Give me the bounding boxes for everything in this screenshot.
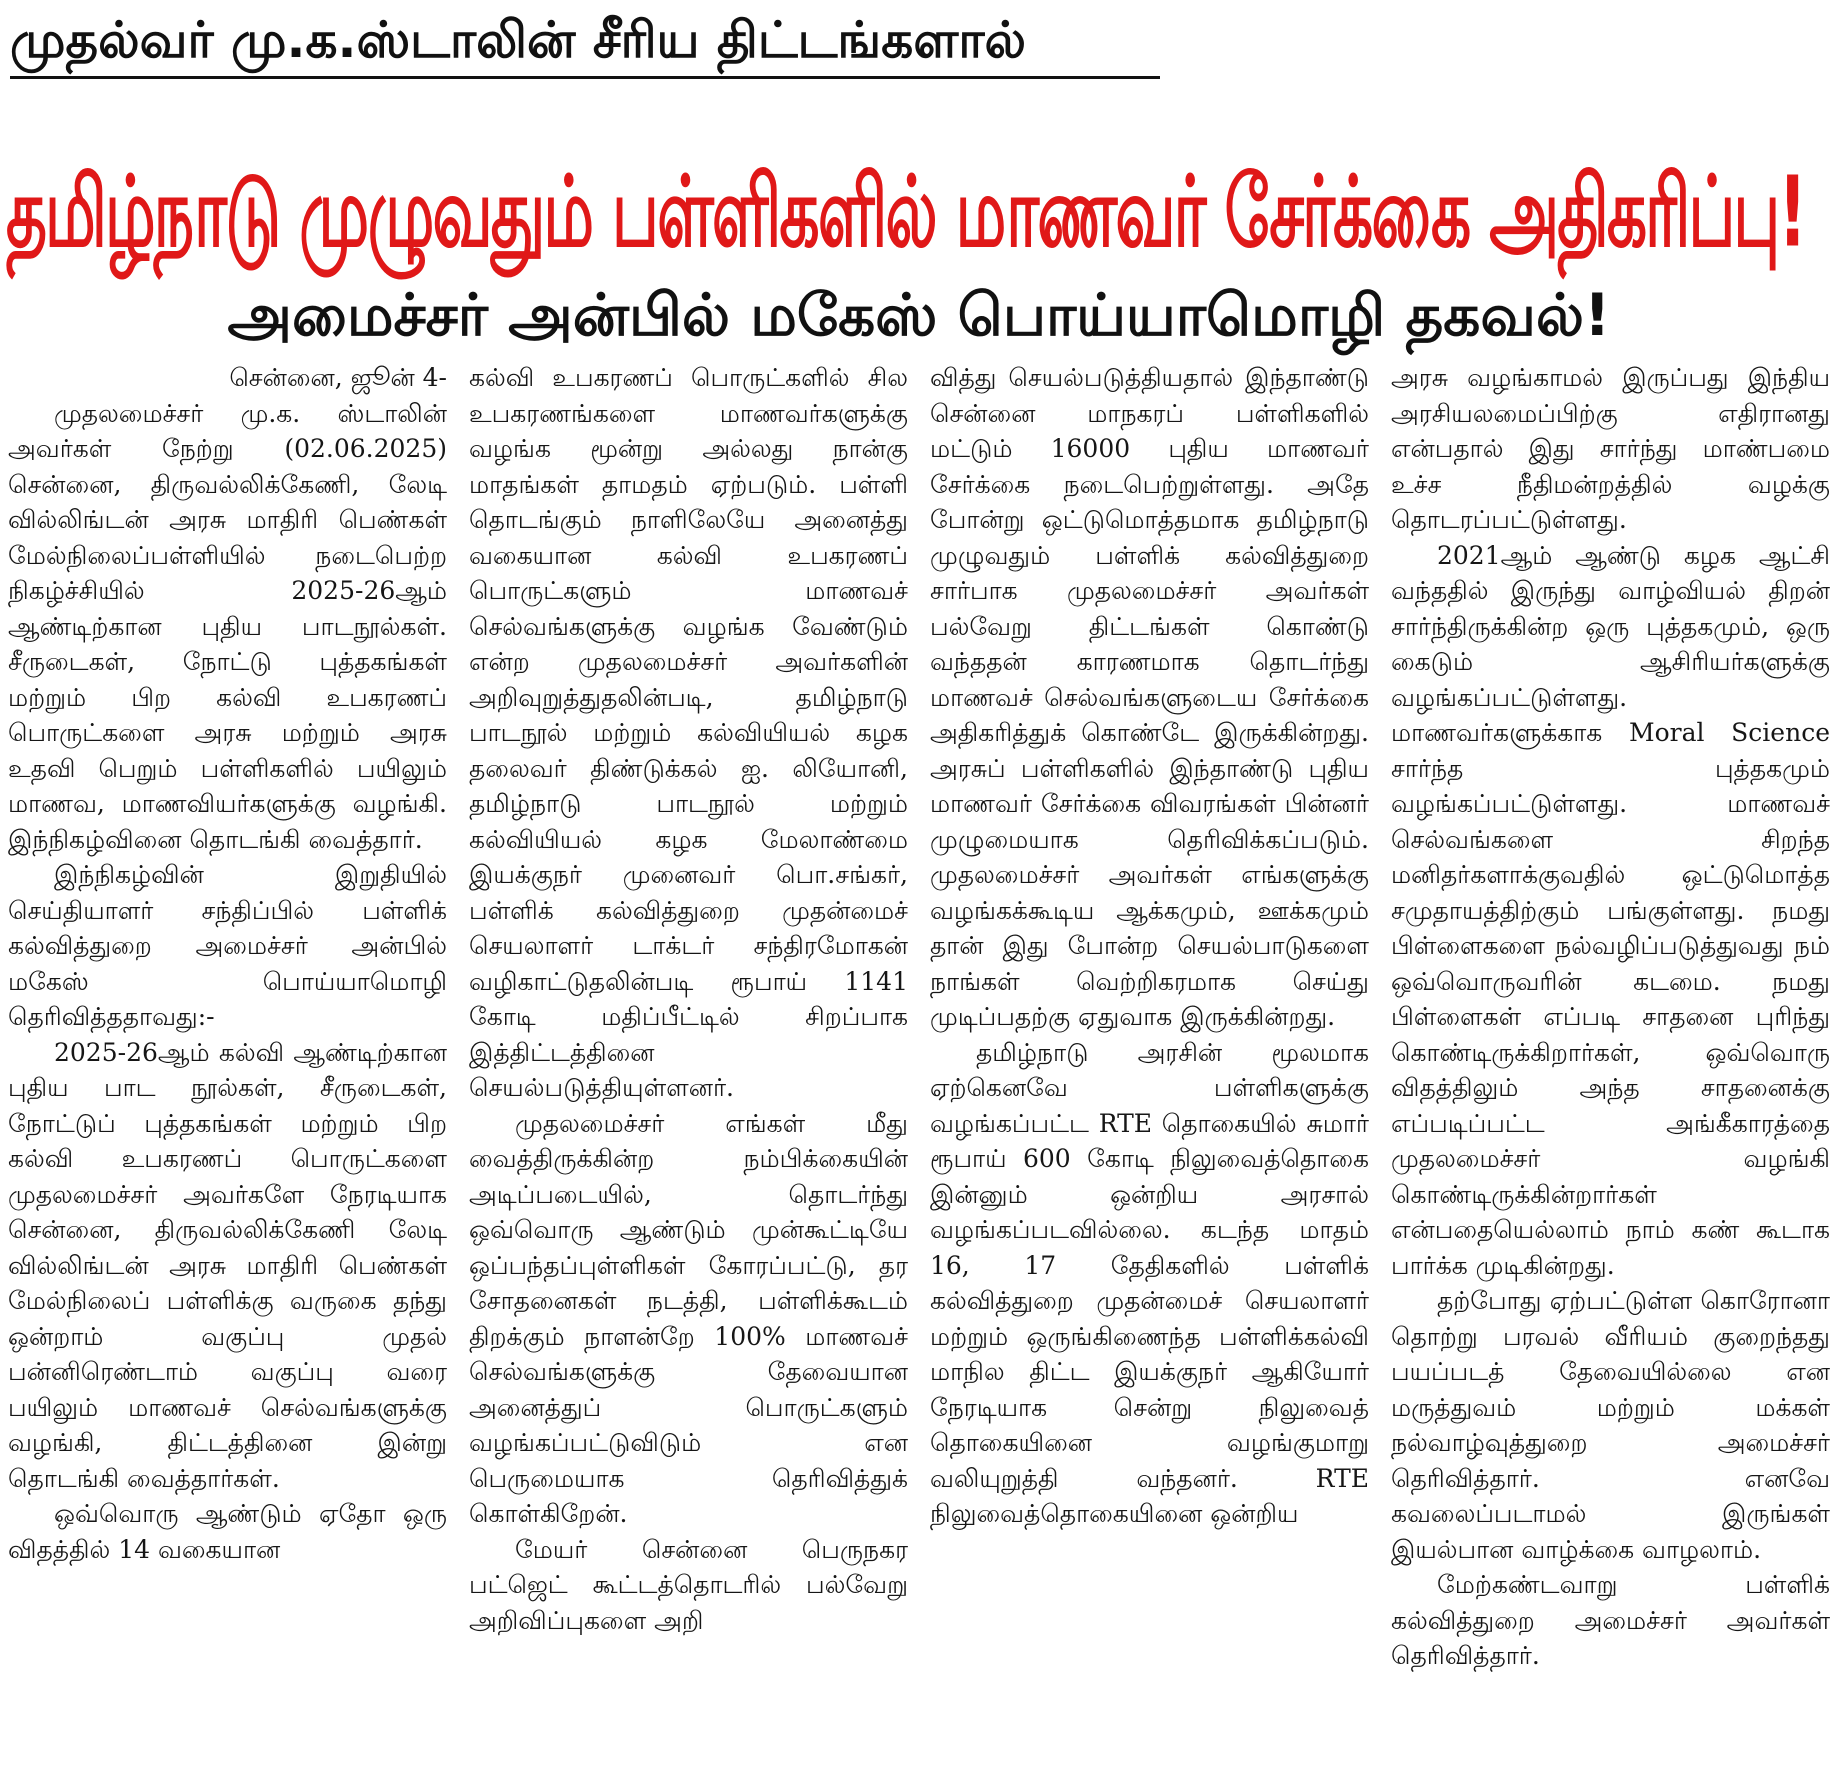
paragraph: இந்நிகழ்வின் இறுதியில் செய்தியாளர் சந்திப்பில் பள்ளிக் கல்வித்துறை அமைச்சர் அன்பில் மகேஸ் பொய்யாமொழி தெரிவித்ததாவது:- — [8, 860, 447, 1031]
paragraph: ஒவ்வொரு ஆண்டும் ஏதோ ஒரு விதத்தில் 14 வகையான — [8, 1499, 447, 1564]
kicker-headline: முதல்வர் மு.க.ஸ்டாலின் சீரிய திட்டங்களால் — [10, 10, 1160, 79]
paragraph: கல்வி உபகரணப் பொருட்களில் சில உபகரணங்களை மாணவர்களுக்கு வழங்க மூன்று அல்லது நான்கு மாதங்கள் தாமதம் ஏற்படும். பள்ளி தொடங்கும் நாளிலேயே அனைத்து வகையான கல்வி உபகரணப் பொருட்களும் மாணவச் செல்வங்களுக்கு வழங்க வேண்டும் என்ற முதலமைச்சர் அவர்களின் அறிவுறுத்துதலின்படி, தமிழ்நாடு பாடநூல் மற்றும் கல்வியியல் கழக தலைவர் திண்டுக்கல் ஐ. லியோனி, தமிழ்நாடு பாடநூல் மற்றும் கல்வியியல் கழக மேலாண்மை இயக்குநர் முனைவர் பொ.சங்கர், பள்ளிக் கல்வித்துறை முதன்மைச் செயலாளர் டாக்டர் சந்திரமோகன் வழிகாட்டுதலின்படி ரூபாய் 1141 கோடி மதிப்பீட்டில் சிறப்பாக இத்திட்டத்தினை செயல்படுத்தியுள்ளனர். — [469, 363, 908, 1102]
paragraph: 2025-26ஆம் கல்வி ஆண்டிற்கான புதிய பாட நூல்கள், சீருடைகள், நோட்டுப் புத்தகங்கள் மற்றும் பிற கல்வி உபகரணப் பொருட்களை முதலமைச்சர் அவர்களே நேரடியாக சென்னை, திருவல்லிக்கேணி லேடி வில்லிங்டன் அரசு மாதிரி பெண்கள் மேல்நிலைப் பள்ளிக்கு வருகை தந்து ஒன்றாம் வகுப்பு முதல் பன்னிரெண்டாம் வகுப்பு வரை பயிலும் மாணவச் செல்வங்களுக்கு வழங்கி, திட்டத்தினை இன்று தொடங்கி வைத்தார்கள். — [8, 1037, 447, 1493]
column-3 — [930, 360, 1369, 1780]
column-2 — [469, 360, 908, 1780]
paragraph: 2021ஆம் ஆண்டு கழக ஆட்சி வந்ததில் இருந்து வாழ்வியல் திறன் சார்ந்திருக்கின்ற ஒரு புத்தகமும், ஒரு கைடும் ஆசிரியர்களுக்கு வழங்கப்பட்டுள்ளது. மாணவர்களுக்காக Moral Science சார்ந்த புத்தகமும் வழங்கப்பட்டுள்ளது. மாணவச் செல்வங்களை சிறந்த மனிதர்களாக்குவதில் ஒட்டுமொத்த சமுதாயத்திற்கும் பங்குள்ளது. நமது பிள்ளைகளை நல்வழிப்படுத்துவது நம் ஒவ்வொருவரின் கடமை. நமது பிள்ளைகள் எப்படி சாதனை புரிந்து கொண்டிருக்கிறார்கள், ஒவ்வொரு விதத்திலும் அந்த சாதனைக்கு எப்படிப்பட்ட அங்கீகாரத்தை முதலமைச்சர் வழங்கி கொண்டிருக்கின்றார்கள் என்பதையெல்லாம் நாம் கண் கூடாக பார்க்க முடிகின்றது. — [1391, 540, 1830, 1280]
paragraph: தற்போது ஏற்பட்டுள்ள கொரோனா தொற்று பரவல் வீரியம் குறைந்தது பயப்படத் தேவையில்லை என மருத்துவம் மற்றும் மக்கள் நல்வாழ்வுத்துறை அமைச்சர் தெரிவித்தார். எனவே கவலைப்படாமல் இருங்கள் இயல்பான வாழ்க்கை வாழலாம். — [1391, 1286, 1830, 1564]
paragraph: மேயர் சென்னை பெருநகர பட்ஜெட் கூட்டத்தொடரில் பல்வேறு அறிவிப்புகளை அறி — [469, 1534, 908, 1635]
paragraph: வித்து செயல்படுத்தியதால் இந்தாண்டு சென்னை மாநகரப் பள்ளிகளில் மட்டும் 16000 புதிய மாணவர் சேர்க்கை நடைபெற்றுள்ளது. அதே போன்று ஒட்டுமொத்தமாக தமிழ்நாடு முழுவதும் பள்ளிக் கல்வித்துறை சார்பாக முதலமைச்சர் அவர்கள் பல்வேறு திட்டங்கள் கொண்டு வந்ததன் காரணமாக தொடர்ந்து மாணவச் செல்வங்களுடைய சேர்க்கை அதிகரித்துக் கொண்டே இருக்கின்றது. அரசுப் பள்ளிகளில் இந்தாண்டு புதிய மாணவர் சேர்க்கை விவரங்கள் பின்னர் முழுமையாக தெரிவிக்கப்படும். முதலமைச்சர் அவர்கள் எங்களுக்கு வழங்கக்கூடிய ஆக்கமும், ஊக்கமும் தான் இது போன்ற செயல்பாடுகளை நாங்கள் வெற்றிகரமாக செய்து முடிப்பதற்கு ஏதுவாக இருக்கின்றது. — [930, 363, 1369, 1031]
sub-headline: அமைச்சர் அன்பில் மகேஸ் பொய்யாமொழி தகவல்! — [227, 281, 1611, 349]
column-1 — [8, 360, 447, 1780]
article-body — [8, 360, 1830, 1780]
dateline: சென்னை, ஜூன் 4- — [229, 363, 447, 392]
paragraph: முதலமைச்சர் மு.க. ஸ்டாலின் அவர்கள் நேற்று (02.06.2025) சென்னை, திருவல்லிக்கேணி, லேடி வில்லிங்டன் அரசு மாதிரி பெண்கள் மேல்நிலைப்பள்ளியில் நடைபெற்ற நிகழ்ச்சியில் 2025-26ஆம் ஆண்டிற்கான புதிய பாடநூல்கள். சீருடைகள், நோட்டு புத்தகங்கள் மற்றும் பிற கல்வி உபகரணப் பொருட்களை அரசு மற்றும் அரசு உதவி பெறும் பள்ளிகளில் பயிலும் மாணவ, மாணவியர்களுக்கு வழங்கி. இந்நிகழ்வினை தொடங்கி வைத்தார். — [8, 398, 447, 854]
paragraph: அரசு வழங்காமல் இருப்பது இந்திய அரசியலமைப்பிற்கு எதிரானது என்பதால் இது சார்ந்து மாண்பமை உச்ச நீதிமன்றத்தில் வழக்கு தொடரப்பட்டுள்ளது. — [1391, 363, 1830, 534]
paragraph: தமிழ்நாடு அரசின் மூலமாக ஏற்கெனவே பள்ளிகளுக்கு வழங்கப்பட்ட RTE தொகையில் சுமார் ரூபாய் 600 கோடி நிலுவைத்தொகை இன்னும் ஒன்றிய அரசால் வழங்கப்படவில்லை. கடந்த மாதம் 16, 17 தேதிகளில் பள்ளிக் கல்வித்துறை முதன்மைச் செயலாளர் மற்றும் ஒருங்கிணைந்த பள்ளிக்கல்வி மாநில திட்ட இயக்குநர் ஆகியோர் நேரடியாக சென்று நிலுவைத் தொகையினை வழங்குமாறு வலியுறுத்தி வந்தனர். RTE நிலுவைத்தொகையினை ஒன்றிய — [930, 1037, 1369, 1528]
main-headline: தமிழ்நாடு முழுவதும் பள்ளிகளில் மாணவர் சேர்க்கை அதிகரிப்பு! — [6, 155, 1805, 269]
paragraph: மேற்கண்டவாறு பள்ளிக் கல்வித்துறை அமைச்சர் அவர்கள் தெரிவித்தார். — [1391, 1570, 1830, 1670]
paragraph: முதலமைச்சர் எங்கள் மீது வைத்திருக்கின்ற நம்பிக்கையின் அடிப்படையில், தொடர்ந்து ஒவ்வொரு ஆண்டும் முன்கூட்டியே ஒப்பந்தப்புள்ளிகள் கோரப்பட்டு, தர சோதனைகள் நடத்தி, பள்ளிக்கூடம் திறக்கும் நாளன்றே 100% மாணவச் செல்வங்களுக்கு தேவையான அனைத்துப் பொருட்களும் வழங்கப்பட்டுவிடும் என பெருமையாக தெரிவித்துக் கொள்கிறேன். — [469, 1108, 908, 1528]
column-4 — [1391, 360, 1830, 1780]
